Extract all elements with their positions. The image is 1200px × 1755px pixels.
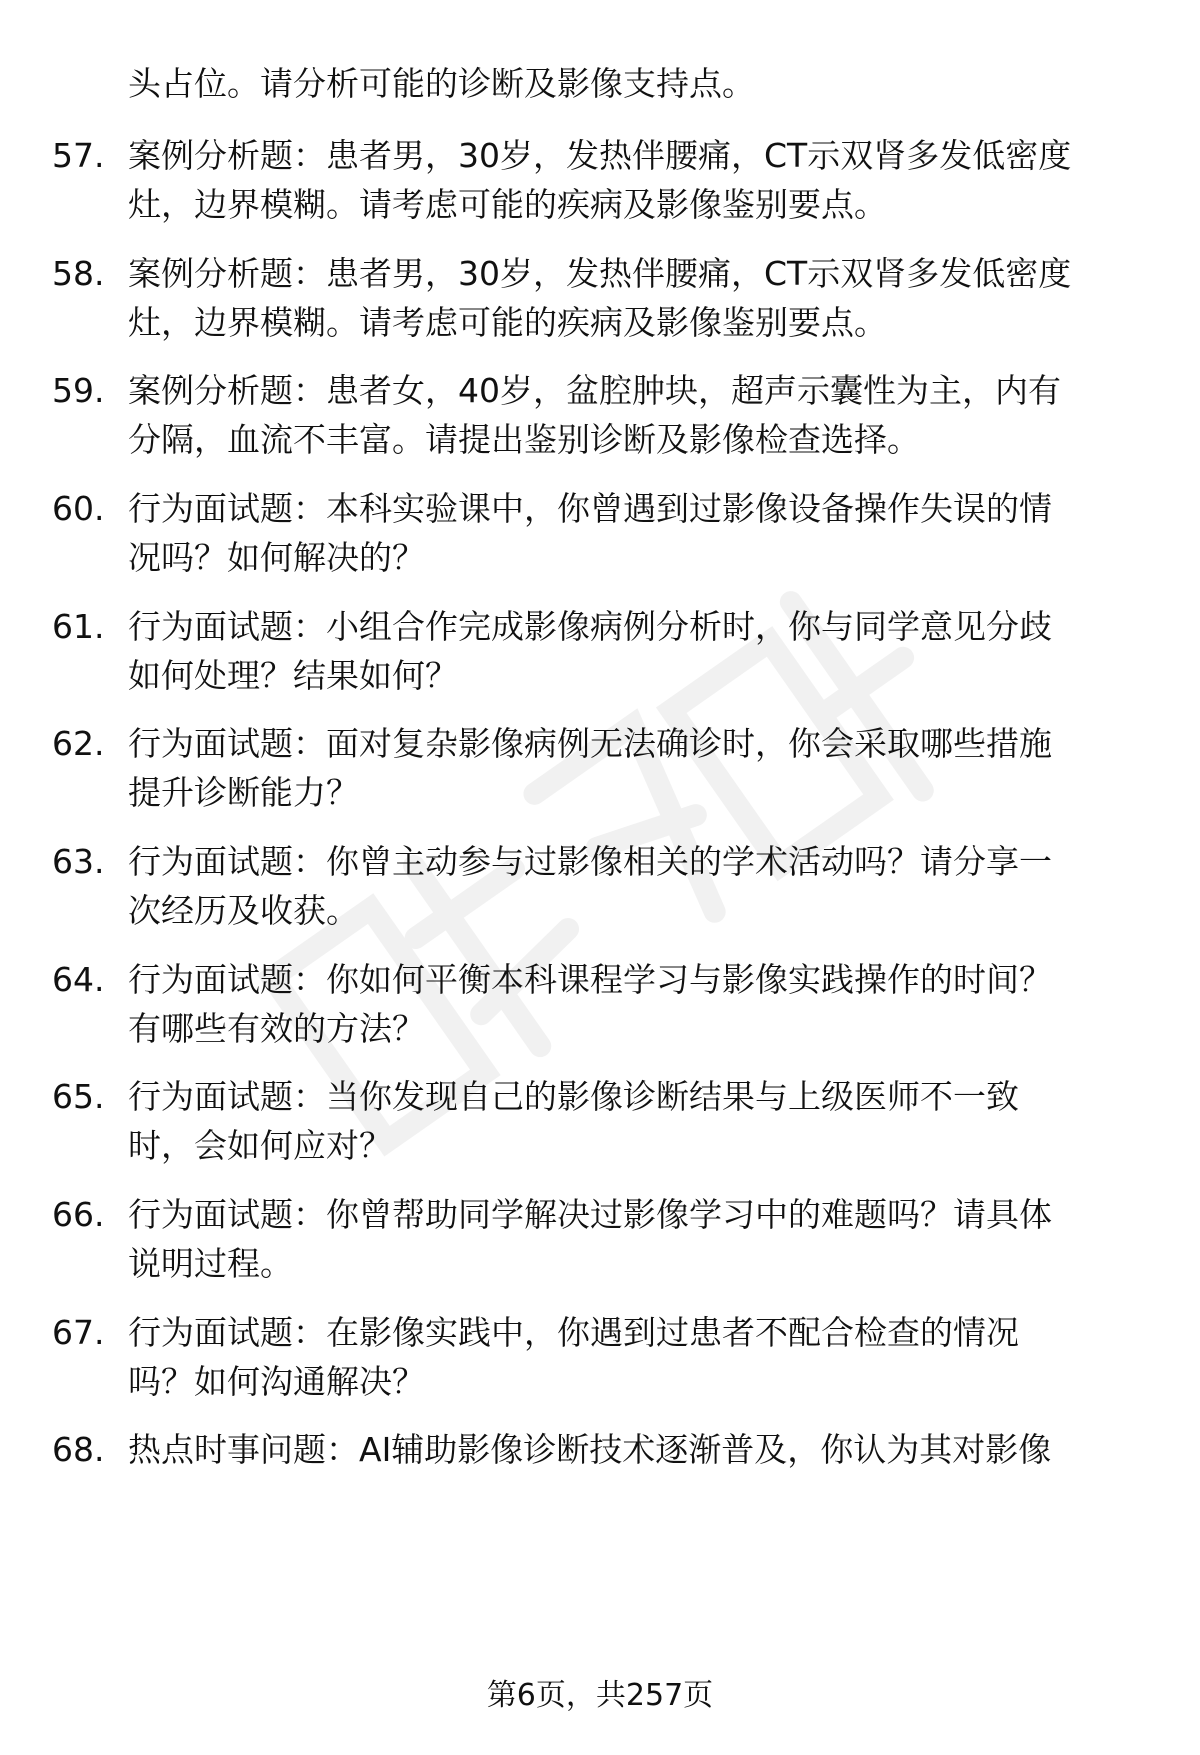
question-text [128,131,1200,229]
question-text [128,1425,1200,1474]
question-line: 提升诊断能力？ [128,773,359,812]
question-number: 60. [52,489,105,528]
page-footer: 第6页，共257页 [486,1678,714,1713]
question-number: 59. [52,371,105,410]
question-line: 分隔，血流不丰富。请提出鉴别诊断及影像检查选择。 [128,420,920,459]
question-line: 时，会如何应对？ [128,1126,392,1165]
question-line: 案例分析题：患者男，30岁，发热伴腰痛，CT示双肾多发低密度 [128,136,1072,175]
question-text [128,1072,1200,1170]
question-number: 65. [52,1077,105,1116]
question-line: 行为面试题：在影像实践中，你遇到过患者不配合检查的情况 [128,1313,1019,1352]
question-line: 况吗？如何解决的？ [128,538,425,577]
question-line: 案例分析题：患者女，40岁，盆腔肿块，超声示囊性为主，内有 [128,371,1061,410]
question-text [128,955,1200,1053]
question-line: 热点时事问题：AI辅助影像诊断技术逐渐普及，你认为其对影像 [128,1430,1052,1469]
question-line: 案例分析题：患者男，30岁，发热伴腰痛，CT示双肾多发低密度 [128,254,1072,293]
question-line: 吗？如何沟通解决？ [128,1362,425,1401]
question-number: 64. [52,960,105,999]
question-line: 行为面试题：面对复杂影像病例无法确诊时，你会采取哪些措施 [128,724,1052,763]
question-number: 57. [52,136,105,175]
question-number: 58. [52,254,105,293]
question-line: 次经历及收获。 [128,891,359,930]
question-line: 灶，边界模糊。请考虑可能的疾病及影像鉴别要点。 [128,185,887,224]
question-line: 行为面试题：你曾帮助同学解决过影像学习中的难题吗？请具体 [128,1195,1052,1234]
continuation-text: 头占位。请分析可能的诊断及影像支持点。 [128,64,755,103]
question-line: 行为面试题：小组合作完成影像病例分析时，你与同学意见分歧 [128,607,1052,646]
question-line: 行为面试题：当你发现自己的影像诊断结果与上级医师不一致 [128,1077,1019,1116]
question-text [128,484,1200,582]
question-number: 67. [52,1313,105,1352]
question-line: 说明过程。 [128,1244,293,1283]
question-text [128,837,1200,935]
question-line: 行为面试题：你曾主动参与过影像相关的学术活动吗？请分享一 [128,842,1052,881]
question-number: 61. [52,607,105,646]
question-line: 行为面试题：你如何平衡本科课程学习与影像实践操作的时间？ [128,960,1052,999]
question-line: 如何处理？结果如何？ [128,656,458,695]
question-line: 灶，边界模糊。请考虑可能的疾病及影像鉴别要点。 [128,303,887,342]
question-number: 63. [52,842,105,881]
question-line: 有哪些有效的方法？ [128,1009,425,1048]
question-text [128,1190,1200,1288]
question-text [128,1308,1200,1406]
question-text [128,249,1200,347]
question-line: 行为面试题：本科实验课中，你曾遇到过影像设备操作失误的情 [128,489,1052,528]
question-text [128,602,1200,700]
question-text [128,719,1200,817]
question-number: 68. [52,1430,105,1469]
question-text [128,366,1200,464]
question-number: 66. [52,1195,105,1234]
question-number: 62. [52,724,105,763]
